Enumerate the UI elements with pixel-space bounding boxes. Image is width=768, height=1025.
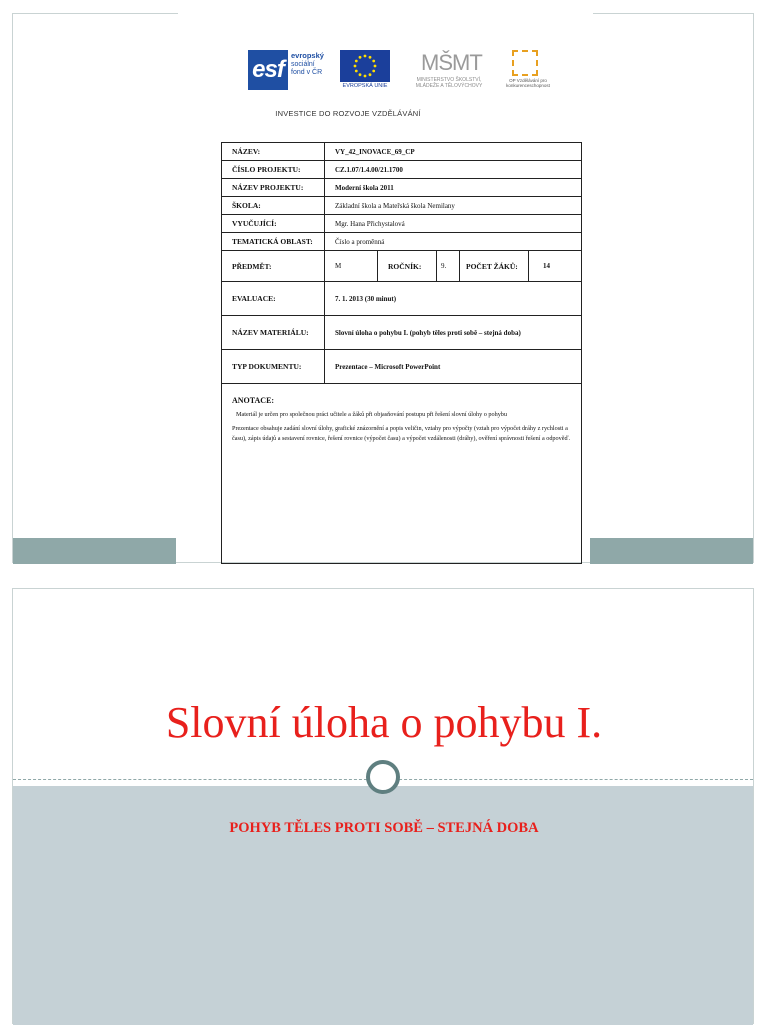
anotace-cell [222,384,582,564]
nazev-value: VY_42_INOVACE_69_CP [325,143,582,161]
table-row [222,179,582,197]
table-row [222,384,582,564]
esf-text-line-2: sociální [291,61,315,68]
nazev-projektu-label: NÁZEV PROJEKTU: [222,179,325,197]
eu-stars-icon [340,50,390,82]
evaluace-value: 7. 1. 2013 (30 minut) [325,282,582,316]
table-row [222,350,582,384]
nazev-materialu-value: Slovní úloha o pohybu I. (pohyb těles proti sobě – stejná doba) [325,316,582,350]
investice-tagline: INVESTICE DO ROZVOJE VZDĚLÁVÁNÍ [275,109,421,118]
tematicka-oblast-value: Číslo a proměnná [325,233,582,251]
skola-value: Základní škola a Mateřská škola Nemilany [325,197,582,215]
typ-dokumentu-label: TYP DOKUMENTU: [222,350,325,384]
scanned-document [190,14,582,559]
rocnik-label: ROČNÍK: [378,251,437,282]
nazev-materialu-label: NÁZEV MATERIÁLU: [222,316,325,350]
vyucujici-value: Mgr. Hana Přichystalová [325,215,582,233]
esf-text-line-1: evropský [291,51,324,60]
slide-1 [12,13,754,563]
cislo-projektu-value: CZ.1.07/1.4.00/21.1700 [325,161,582,179]
esf-mark: esf [248,50,288,90]
table-row [222,215,582,233]
op-text: OP Vzdělávání pro konkurenceschopnost [506,78,550,88]
msmt-logo [413,50,485,94]
esf-text-line-3: fond v ČR [291,69,323,76]
pocet-zaku-label: POČET ŽÁKŮ: [460,251,529,282]
logo-strip [248,50,558,112]
anotace-label: ANOTACE: [232,396,275,405]
anotace-paragraph-2: Prezentace obsahuje zadání slovní úlohy, grafické znázornění a popis veličin, vztahy pro výpočty (vztah pro výpočet dráhy z rychlosti a času), zápis údajů a sestavení rovnice, řešení rovnice (výpočet času) a výpočet vzdálenosti (dráhy), ověření správnosti řešení a odpověď. [232,425,571,442]
slide-1-accent-bar-right [590,538,753,564]
msmt-mark: MŠMT [421,50,482,75]
project-info-table [221,142,582,564]
table-row [222,161,582,179]
skola-label: ŠKOLA: [222,197,325,215]
nazev-projektu-value: Moderní škola 2011 [325,179,582,197]
msmt-text: MINISTERSTVO ŠKOLSTVÍ, MLÁDEŽE A TĚLOVÝCHOVY [415,77,483,89]
cislo-projektu-label: ČÍSLO PROJEKTU: [222,161,325,179]
esf-logo [248,50,334,90]
tematicka-oblast-label: TEMATICKÁ OBLAST: [222,233,325,251]
table-row [222,316,582,350]
op-logo [498,50,558,94]
anotace-paragraph-1: Materiál je určen pro společnou práci učitele a žáků při objasňování postupu při řešení slovní úlohy o pohybu [236,411,507,418]
table-row [222,233,582,251]
typ-dokumentu-value: Prezentace – Microsoft PowerPoint [325,350,582,384]
slide-subtitle: POHYB TĚLES PROTI SOBĚ – STEJNÁ DOBA [229,820,539,836]
rocnik-value: 9. [437,251,460,282]
predmet-value: M [325,251,378,282]
eu-logo [338,50,392,90]
ring-ornament-icon [366,760,400,794]
slide-2 [12,588,754,1024]
slide-title: Slovní úloha o pohybu I. [165,698,603,747]
table-row [222,143,582,161]
nazev-label: NÁZEV: [222,143,325,161]
predmet-label: PŘEDMĚT: [222,251,325,282]
table-row [222,282,582,316]
esf-text [291,52,335,77]
eu-flag-icon [340,50,390,82]
table-row [222,197,582,215]
vyucujici-label: VYUČUJÍCÍ: [222,215,325,233]
table-row [222,251,582,282]
op-mark-icon [512,50,538,76]
pocet-zaku-value: 14 [529,251,582,282]
eu-label: EVROPSKÁ UNIE [342,83,388,89]
evaluace-label: EVALUACE: [222,282,325,316]
slide-1-accent-bar-left [13,538,176,564]
